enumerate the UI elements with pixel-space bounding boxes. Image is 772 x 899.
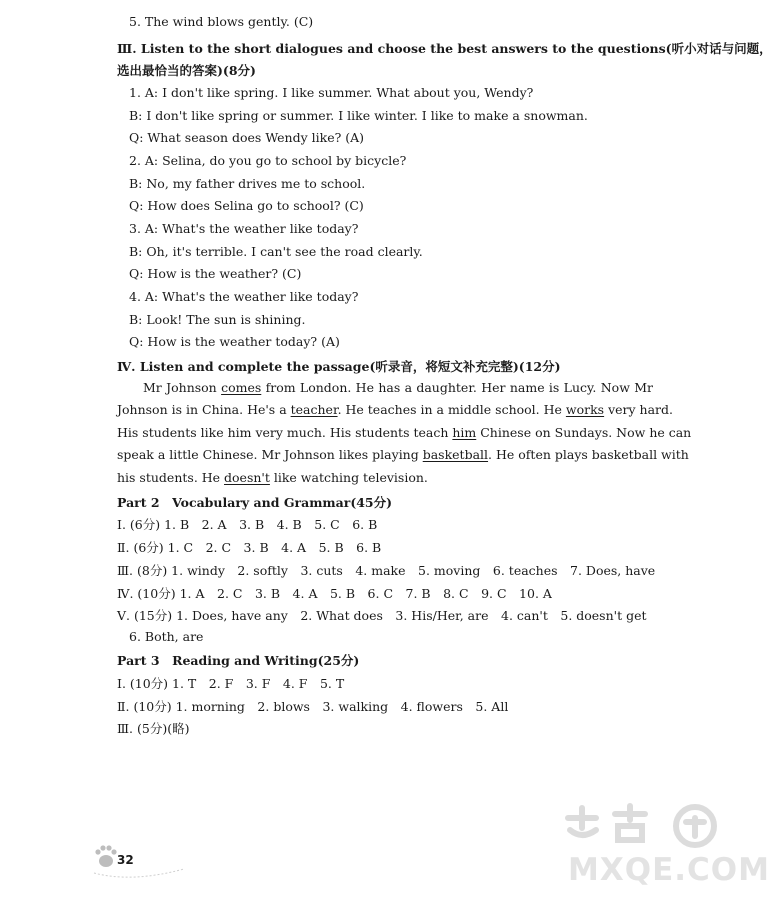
dialogue-4-b: B: Look! The sun is shining.	[129, 312, 306, 327]
section-3-heading-cont: 选出最恰当的答案)(8分)	[117, 63, 256, 78]
part-3-row-1: Ⅰ. (10分) 1. T 2. F 3. F 4. F 5. T	[117, 676, 345, 691]
dialogue-1-a: 1. A: I don't like spring. I like summer. What about you, Wendy?	[129, 85, 534, 100]
dialogue-2-b: B: No, my father drives me to school.	[129, 176, 366, 191]
dialogue-2-a: 2. A: Selina, do you go to school by bicycle?	[129, 153, 407, 168]
section-4-heading: Ⅳ. Listen and complete the passage(听录音，将短文补充完整)(12分)	[117, 359, 561, 374]
watermark-text: MXQE.COM	[568, 852, 771, 888]
passage-line-1: Mr Johnson comes from London. He has a daughter. Her name is Lucy. Now Mr	[143, 380, 653, 395]
blank-answer: doesn't	[224, 470, 270, 485]
dialogue-3-b: B: Oh, it's terrible. I can't see the road clearly.	[129, 244, 423, 259]
passage-line-4: speak a little Chinese. Mr Johnson likes playing basketball. He often plays basketball with	[117, 447, 689, 462]
page-number: 32	[117, 853, 134, 867]
dialogue-2-q: Q: How does Selina go to school? (C)	[129, 198, 364, 213]
blank-answer: basketball	[422, 447, 489, 462]
passage-line-2: Johnson is in China. He's a teacher. He teaches in a middle school. He works very hard.	[117, 402, 674, 417]
section-3-heading: Ⅲ. Listen to the short dialogues and choose the best answers to the questions(听小对话与问题，	[117, 41, 772, 56]
dialogue-1-q: Q: What season does Wendy like? (A)	[129, 130, 365, 145]
dialogue-1-b: B: I don't like spring or summer. I like winter. I like to make a snowman.	[129, 108, 588, 123]
part-2-row-4: Ⅳ. (10分) 1. A 2. C 3. B 4. A 5. B 6. C 7. B 8. C 9. C 10. A	[117, 586, 552, 601]
part-2-row-5: Ⅴ. (15分) 1. Does, have any 2. What does 3. His/Her, are 4. can't 5. doesn't get	[117, 608, 647, 623]
dialogue-3-q: Q: How is the weather? (C)	[129, 266, 302, 281]
paw-print-icon	[92, 843, 192, 883]
part-2-row-2: Ⅱ. (6分) 1. C 2. C 3. B 4. A 5. B 6. B	[117, 540, 382, 555]
part-2-row-3: Ⅲ. (8分) 1. windy 2. softly 3. cuts 4. make 5. moving 6. teaches 7. Does, have	[117, 563, 656, 578]
blank-answer: him	[452, 425, 477, 440]
dialogue-3-a: 3. A: What's the weather like today?	[129, 221, 359, 236]
part-2-row-5-cont: 6. Both, are	[129, 629, 204, 644]
answer-line-5: 5. The wind blows gently. (C)	[129, 14, 314, 29]
part-2-row-1: Ⅰ. (6分) 1. B 2. A 3. B 4. B 5. C 6. B	[117, 517, 378, 532]
blank-answer: comes	[221, 380, 262, 395]
passage-line-3: His students like him very much. His students teach him Chinese on Sundays. Now he can	[117, 425, 692, 440]
part-2-heading: Part 2 Vocabulary and Grammar(45分)	[117, 495, 393, 510]
part-3-heading: Part 3 Reading and Writing(25分)	[117, 653, 360, 668]
dialogue-4-a: 4. A: What's the weather like today?	[129, 289, 359, 304]
part-3-row-3: Ⅲ. (5分)(略)	[117, 721, 190, 736]
dialogue-4-q: Q: How is the weather today? (A)	[129, 334, 340, 349]
passage-line-5: his students. He doesn't like watching television.	[117, 470, 428, 485]
blank-answer: works	[565, 402, 605, 417]
blank-answer: teacher	[290, 402, 338, 417]
part-3-row-2: Ⅱ. (10分) 1. morning 2. blows 3. walking 4. flowers 5. All	[117, 699, 509, 714]
